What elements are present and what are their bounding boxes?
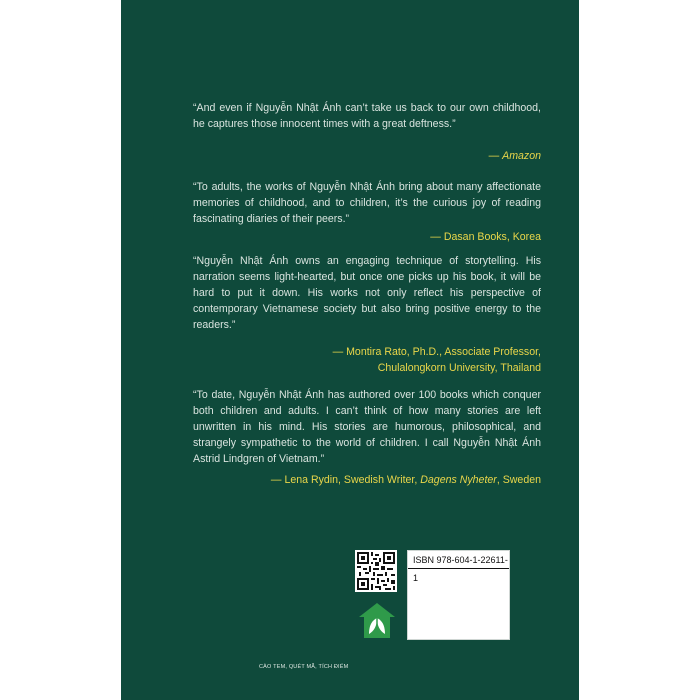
quote-montira: “Nguyễn Nhật Ánh owns an engaging technique of storytelling. His narration seems light-hearted, but once one picks up his book, it will be hard to put it down. His works not only reflect his perspective of contemporary Vietnamese society but also bring positive energy to the readers.” bbox=[193, 255, 541, 331]
attribution-montira-line1: — Montira Rato, Ph.D., Associate Professor, bbox=[332, 346, 541, 358]
attribution-dasan: — Dasan Books, Korea bbox=[430, 231, 541, 243]
attribution-source: Amazon bbox=[502, 150, 541, 162]
attribution-lena bbox=[181, 472, 541, 488]
attribution-source: Dagens Nyheter bbox=[420, 474, 497, 486]
attribution-montira-line2: Chulalongkorn University, Thailand bbox=[377, 362, 541, 374]
isbn-number: ISBN 978-604-1-22611-1 bbox=[408, 551, 509, 569]
quote-lena: “To date, Nguyễn Nhật Ánh has authored over 100 books which conquer both children and adults. I can’t think of how many stories are left unwritten in his mind. His stories are humorous, philosophical, and strangely sympathetic to the world of children. I call Nguyễn Nhật Ánh Astrid Lindgren of Vietnam.” bbox=[193, 389, 541, 465]
publisher-logo bbox=[355, 600, 399, 642]
qr-code[interactable] bbox=[355, 550, 397, 592]
house-leaf-logo-icon bbox=[355, 600, 399, 642]
scan-caption: CÀO TEM, QUÉT MÃ, TÍCH ĐIỂM bbox=[259, 664, 349, 670]
attribution-prefix: — Lena Rydin, Swedish Writer, bbox=[270, 474, 421, 486]
quote-amazon: “And even if Nguyễn Nhật Ánh can’t take us back to our own childhood, he captures those innocent times with a great deftness.” bbox=[193, 102, 541, 130]
attribution-suffix: , Sweden bbox=[496, 474, 541, 486]
back-cover bbox=[121, 0, 579, 700]
barcode-area bbox=[408, 569, 509, 639]
quote-dasan: “To adults, the works of Nguyễn Nhật Ánh bring about many affectionate memories of childhood, and to children, it’s the curious joy of reading fascinating diaries of their peers.” bbox=[193, 181, 541, 225]
isbn-barcode-box bbox=[407, 550, 510, 640]
attribution-amazon bbox=[181, 148, 541, 164]
attribution-prefix: — bbox=[488, 150, 503, 162]
qr-code-icon bbox=[355, 550, 397, 592]
